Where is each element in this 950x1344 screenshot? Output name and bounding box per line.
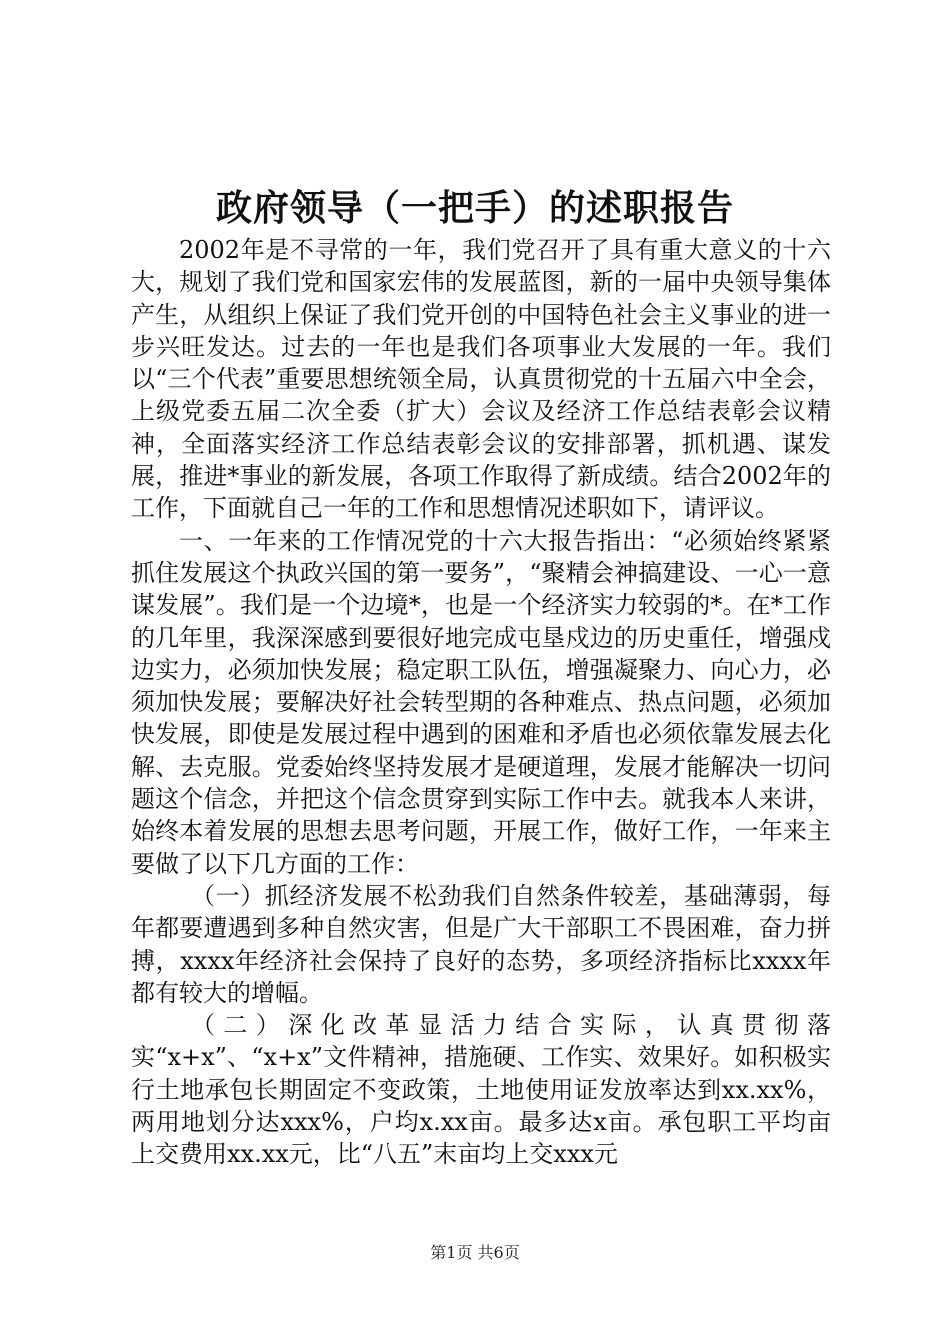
document-title: 政府领导（一把手）的述职报告 <box>215 187 734 229</box>
paragraph-reform: （二）深化改革显活力结合实际，认真贯彻落实“x+x”、“x+x”文件精神，措施硬、工作实、效果好。如积极实行土地承包长期固定不变政策，土地使用证发放率达到xx.xx%，两用地划分达xxx%，户均x.xx亩。最多达x亩。承包职工平均亩上交费用xx.xx元，比“八五”末亩均上交xxx元 <box>131 1011 831 1169</box>
paragraph-section-one: 一、一年来的工作情况党的十六大报告指出：“必须始终紧紧抓住发展这个执政兴国的第一要务”，“聚精会神搞建设、一心一意谋发展”。我们是一个边境*，也是一个经济实力较弱的*。在*工作的几年里，我深深感到要很好地完成屯垦戍边的历史重任，增强戍边实力，必须加快发展；稳定职工队伍，增强凝聚力、向心力，必须加快发展；要解决好社会转型期的各种难点、热点问题，必须加快发展，即使是发展过程中遇到的困难和矛盾也必须依靠发展去化解、去克服。党委始终坚持发展才是硬道理，发展才能解决一切问题这个信念，并把这个信念贯穿到实际工作中去。就我本人来讲，始终本着发展的思想去思考问题，开展工作，做好工作，一年来主要做了以下几方面的工作： <box>131 526 831 878</box>
paragraph-economic-development: （一）抓经济发展不松劲我们自然条件较差，基础薄弱，每年都要遭遇到多种自然灾害，但是广大干部职工不畏困难，奋力拼搏，xxxx年经济社会保持了良好的态势，多项经济指标比xxxx年都有较大的增幅。 <box>131 881 831 1007</box>
page-number-footer: 第1页 共6页 <box>430 1243 520 1262</box>
document-body <box>131 234 831 1171</box>
paragraph-intro: 2002年是不寻常的一年，我们党召开了具有重大意义的十六大，规划了我们党和国家宏伟的发展蓝图，新的一届中央领导集体产生，从组织上保证了我们党开创的中国特色社会主义事业的进一步兴旺发达。过去的一年也是我们各项事业大发展的一年。我们以“三个代表”重要思想统领全局，认真贯彻党的十五届六中全会，上级党委五届二次全委（扩大）会议及经济工作总结表彰会议精神，全面落实经济工作总结表彰会议的安排部署，抓机遇、谋发展，推进*事业的新发展，各项工作取得了新成绩。结合2002年的工作，下面就自己一年的工作和思想情况述职如下，请评议。 <box>131 236 831 523</box>
